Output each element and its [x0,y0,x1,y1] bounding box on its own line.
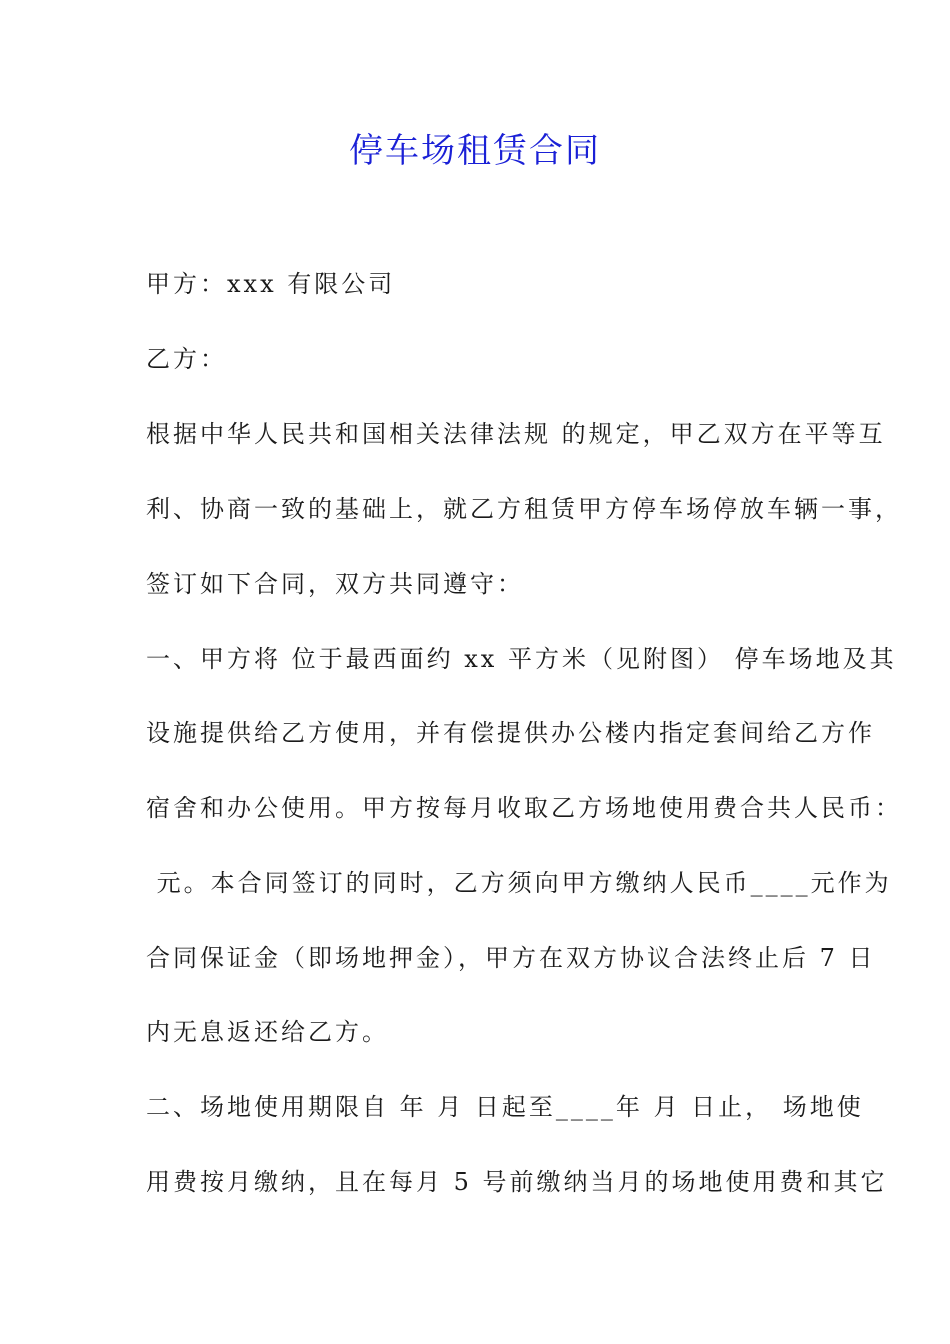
body-text-line: 元。本合同签订的同时，乙方须向甲方缴纳人民币____元作为 [146,869,892,897]
body-text-line: 设施提供给乙方使用，并有偿提供办公楼内指定套间给乙方作 [146,719,875,747]
body-text-line: 宿舍和办公使用。甲方按每月收取乙方场地使用费合共人民币： [146,794,902,822]
clause-one-line: 一、甲方将 位于最西面约 xx 平方米（见附图） 停车场地及其 [146,645,897,673]
clause-two-line: 二、场地使用期限自 年 月 日起至____年 月 日止， 场地使 [146,1093,864,1121]
body-text-line: 利、协商一致的基础上，就乙方租赁甲方停车场停放车辆一事， [146,495,902,523]
body-text-line: 内无息返还给乙方。 [146,1018,389,1046]
body-text-line: 根据中华人民共和国相关法律法规 的规定，甲乙双方在平等互 [146,420,886,448]
body-text-line: 签订如下合同，双方共同遵守： [146,570,524,598]
document-title: 停车场租赁合同 [349,131,601,171]
body-text-line: 用费按月缴纳，且在每月 5 号前缴纳当月的场地使用费和其它 [146,1168,888,1196]
party-a-line: 甲方：xxx 有限公司 [146,270,396,298]
party-b-line: 乙方： [146,345,227,373]
body-text-line: 合同保证金（即场地押金），甲方在双方协议合法终止后 7 日 [146,944,876,972]
